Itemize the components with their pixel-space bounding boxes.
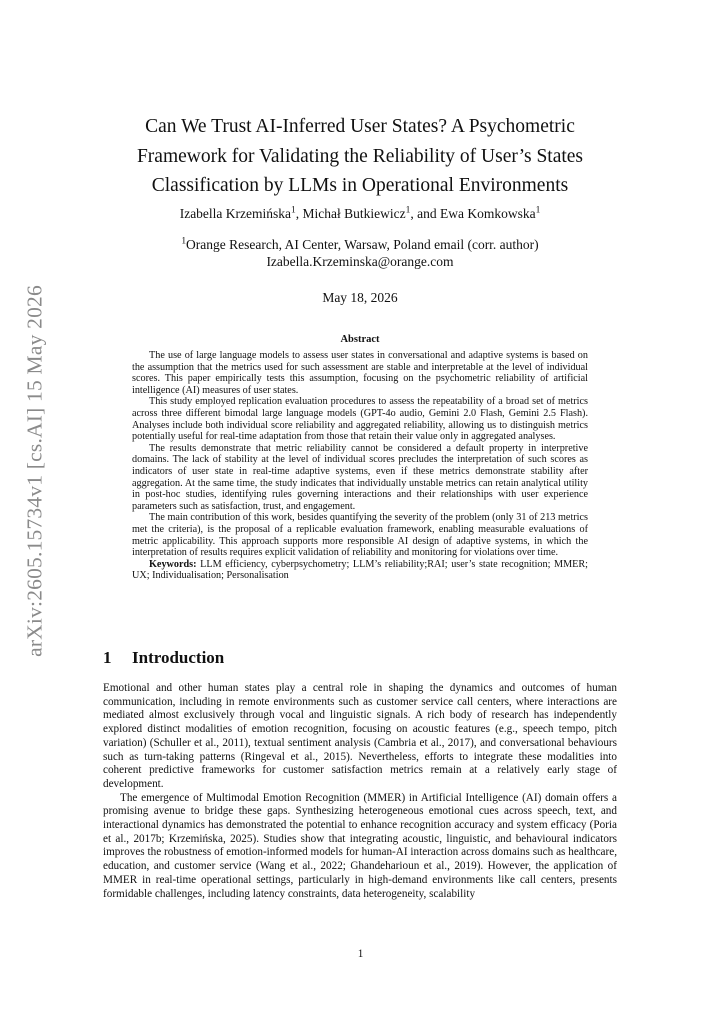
author-name: Izabella Krzemińska: [179, 206, 292, 221]
page-number: 1: [357, 948, 364, 960]
section-heading: [103, 648, 224, 668]
introduction-body: [103, 682, 617, 901]
abstract-heading: Abstract: [340, 334, 380, 345]
title-line-1: Can We Trust AI-Inferred User States? A Psychometric: [145, 116, 575, 137]
paper-title: [100, 112, 620, 201]
title-line-3: Classification by LLMs in Operational Environments: [151, 175, 569, 196]
author-name: Ewa Komkowska: [439, 206, 536, 221]
keywords-text: LLM efficiency, cyberpsychometry; LLM’s reliability;RAI; user’s state recognition; MMER; UX; Individualisation; Personalisation: [132, 558, 588, 582]
affiliation-mark: 1: [405, 205, 411, 216]
author-name: Michał Butkiewicz: [302, 206, 406, 221]
arxiv-sidebar-stamp: [20, 285, 50, 657]
abstract-body: [132, 350, 588, 582]
title-line-2: Framework for Validating the Reliability of User’s States: [136, 145, 584, 167]
keywords: [132, 559, 588, 582]
paper-date: May 18, 2026: [322, 290, 398, 305]
arxiv-identifier: arXiv:2605.15734v1 [cs.AI] 15 May 2026: [22, 285, 47, 657]
affiliation-mark: 1: [291, 205, 296, 216]
abstract-paragraph: The use of large language models to assess user states in conversational and adaptive systems is based on the assumption that the metrics used for such assessment are stable and interpretable at the level of individual scores. This paper empirically tests this assumption, focusing on the psychometric reliability of artificial intelligence (AI) measures of user states.: [132, 350, 588, 396]
affiliation: [100, 236, 620, 270]
affiliation-mark: 1: [535, 205, 541, 216]
abstract-paragraph: This study employed replication evaluation procedures to assess the repeatability of a broad set of metrics across three different bimodal large language models (GPT-4o audio, Gemini 2.0 Flash, Gemini 2.5 Flash). Analyses include both individual score reliability and aggregated reliability, allowing us to distinguish metrics potentially useful for real-time adaptation from those that retain their value only in aggregated analyses.: [132, 396, 588, 443]
abstract-paragraph: The main contribution of this work, besides quantifying the severity of the problem (only 31 of 213 metrics met the criteria), is the proposal of a replicable evaluation framework, enabling measurable evaluations of metric applicability. This approach supports more responsible AI design of adaptive systems, in which the interpretation of results requires explicit validation of reliability and monitoring for violations over time.: [132, 512, 588, 559]
affiliation-mark: 1: [181, 236, 187, 247]
corresponding-email: Izabella.Krzeminska@orange.com: [266, 254, 454, 269]
section-title: Introduction: [132, 648, 225, 667]
section-number: 1: [103, 648, 112, 667]
body-paragraph: Emotional and other human states play a central role in shaping the dynamics and outcomes of human communication, including in remote environments such as customer service call centers, where interactions are mediated almost exclusively through vocal and linguistic signals. A rich body of research has independently explored distinct modalities of emotion recognition, focusing on acoustic features (e.g., speech tempo, pitch variation) (Schuller et al., 2011), textual sentiment analysis (Cambria et al., 2017), and conversational behaviours such as turn-taking patterns (Ringeval et al., 2015). Nevertheless, efforts to integrate these modalities into coherent predictive frameworks for customer satisfaction metrics remain at a relatively early stage of development.: [103, 682, 617, 790]
body-paragraph: The emergence of Multimodal Emotion Recognition (MMER) in Artificial Intelligence (AI) domain offers a promising avenue to bridge these gaps. Synthesizing heterogeneous emotional cues across speech, text, and interactional dynamics has demonstrated the potential to enhance recognition accuracy and system efficacy (Poria et al., 2017b; Krzemińska, 2025). Studies show that integrating acoustic, linguistic, and behavioural indicators improves the robustness of emotion-informed models for human-AI interaction across domains such as healthcare, education, and customer service (Wang et al., 2022; Ghandeharioun et al., 2019). However, the application of MMER in real-time operational settings, particularly in high-demand environments like call centers, presents formidable challenges, including latency constraints, data heterogeneity, scalability: [103, 791, 617, 900]
keywords-label: Keywords:: [149, 558, 197, 570]
affiliation-text: Orange Research, AI Center, Warsaw, Poland email (corr. author): [186, 237, 539, 252]
abstract-paragraph: The results demonstrate that metric reliability cannot be considered a default property in interpretive domains. The lack of stability at the level of individual scores precludes the interpretation of such scores as indicators of user state in real-time adaptive systems, even if these metrics demonstrate stability after aggregation. At the same time, the study indicates that individually unstable metrics can retain analytical utility in post-hoc studies, identifying rules governing interactions and their relationships with user experience parameters such as satisfaction, trust, and engagement.: [132, 442, 588, 512]
author-list: Izabella Krzemińska$^1$, Michał Butkiewicz$^1$, and Ewa Komkowska$^1$: [179, 205, 541, 221]
